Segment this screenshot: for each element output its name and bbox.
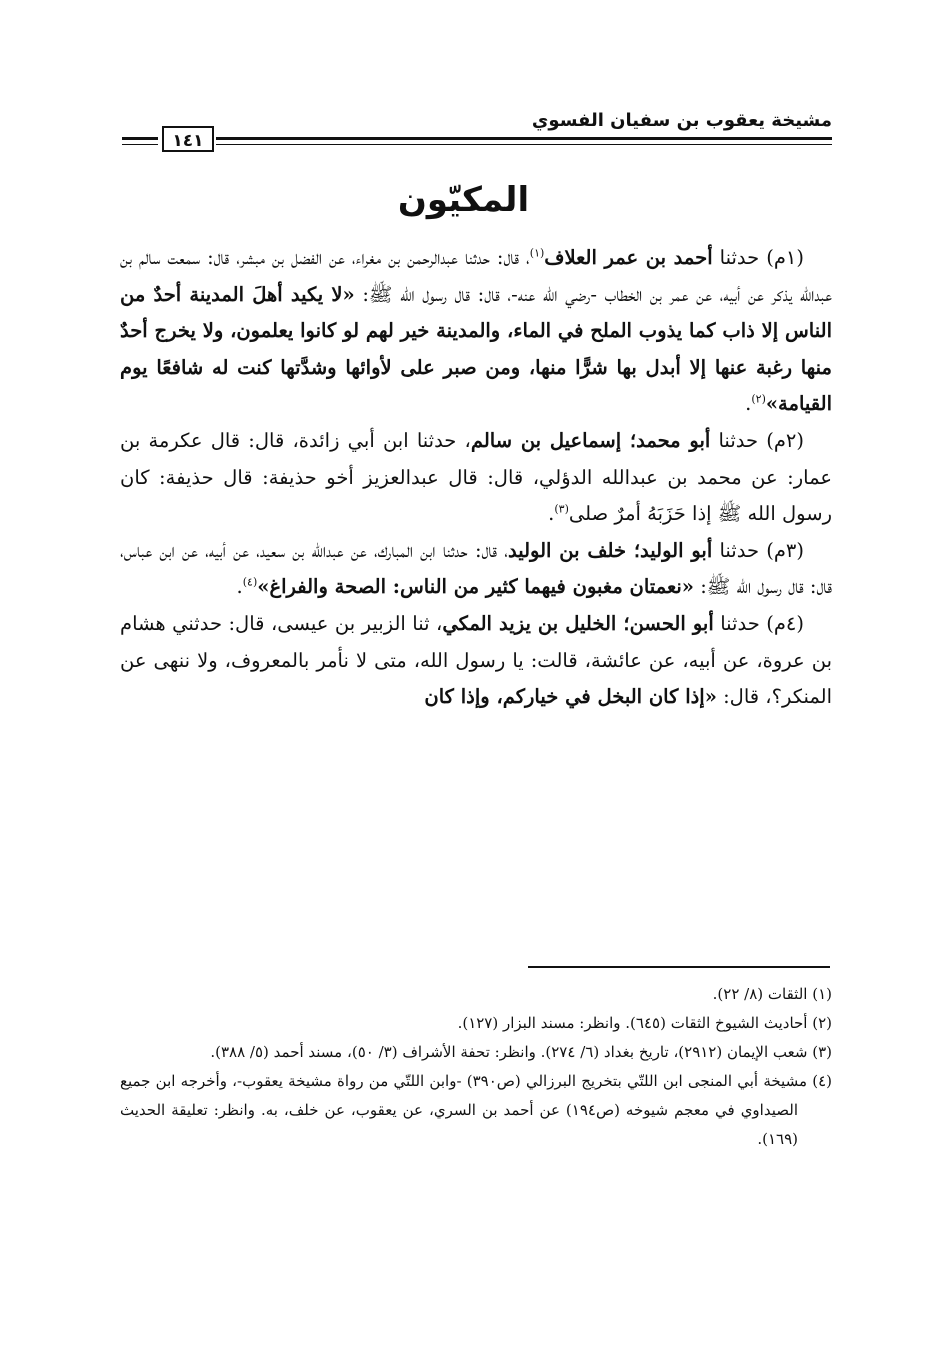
footnote-marker: (٤) xyxy=(242,575,258,589)
text-run: . xyxy=(236,575,243,599)
footnote-4: (٤) مشيخة أبي المنجى ابن اللتّي بتخريج البرزالي (ص٣٩٠) -وابن اللتّي من رواة مشيخة يعقوب-، وأخرجه ابن جميع الصيداوي في معجم شيوخه (ص١٩٤) عن أحمد بن السري، عن يعقوب، عن خلف، به. وانظر: تعليقة الحديث (١٦٩). xyxy=(120,1072,832,1148)
narrator-name: أبو الحسن؛ الخليل بن يزيد المكي xyxy=(442,611,714,635)
footnote-1: (١) الثقات (٨/ ٢٢). xyxy=(712,985,832,1003)
hadith-paragraph-4 xyxy=(120,606,832,716)
footnotes xyxy=(120,980,832,1154)
footnote-marker: (١) xyxy=(529,246,545,260)
hadith-quote: «لا يكيد أهلَ المدينة أحدٌ من الناس إلا ذاب كما يذوب الملح في الماء، والمدينة خير لهم لو كانوا يعلمون، ولا يخرج أحدٌ منها رغبة عنها إلا أبدل بها شرًّا منها، ومن صبر على لأوائها وشدَّتها كنت له شافعًا يوم القيامة» xyxy=(120,282,832,416)
hadith-quote: «إذا كان البخل في خياركم، وإذا كان xyxy=(424,685,717,709)
text-run: ، قال: حدثنا ابن المبارك، عن عبدالله بن سعيد، عن أبيه، عن ابن عباس، قال: قال رسول الله ﷺ: xyxy=(120,538,832,599)
text-run: ، حدثنا ابن أبي زائدة، قال: قال عكرمة بن عمار: عن محمد بن عبدالله الدؤلي، قال: قال عبدالعزيز أخو حذيفة: قال حذيفة: كان رسول الله ﷺ إذا حَزَبَهُ أمرٌ صلى xyxy=(120,428,832,526)
text-run: (٢م) حدثنا xyxy=(710,428,804,452)
running-header xyxy=(122,108,832,156)
hadith-paragraph-3 xyxy=(120,533,832,606)
text-run: . xyxy=(548,502,555,526)
hadith-quote: «نعمتان مغبون فيهما كثير من الناس: الصحة والفراغ» xyxy=(257,575,694,599)
header-rule-left-thick xyxy=(122,137,158,140)
hadith-paragraph-2 xyxy=(120,423,832,533)
narrator-name: أبو محمد؛ إسماعيل بن سالم xyxy=(470,428,711,452)
text-run: (١م) حدثنا xyxy=(712,246,805,269)
chapter-title: المكيّون xyxy=(397,180,530,220)
text-run: (٣م) حدثنا xyxy=(712,538,804,562)
footnote-3: (٣) شعب الإيمان (٢٩١٢)، تاريخ بغداد (٦/ ٢٧٤). وانظر: تحفة الأشراف (٣/ ٥٠)، مسند أحمد (٥/ ٣٨٨). xyxy=(210,1043,832,1061)
text-run: . xyxy=(745,392,752,416)
text-run: (٤م) حدثنا xyxy=(713,611,805,635)
running-header-title: مشيخة يعقوب بن سفيان الفسوي xyxy=(531,110,832,131)
narrator-name: أبو الوليد؛ خلف بن الوليد xyxy=(507,538,713,562)
hadith-paragraph-1 xyxy=(120,240,832,423)
text-run: ، ثنا الزبير بن عيسى، قال: حدثني هشام بن عروة، عن أبيه، عن عائشة، قالت: يا رسول الله، متى لا نأمر بالمعروف، ولا ننهى عن المنكر؟، قال: xyxy=(120,611,832,709)
footnote-marker: (٢) xyxy=(751,392,766,406)
main-text xyxy=(120,240,832,716)
header-rule-left-thin xyxy=(122,144,158,145)
footnote-separator xyxy=(528,966,830,968)
narrator-name: أحمد بن عمر العلاف xyxy=(544,246,713,269)
page-number: ١٤١ xyxy=(162,126,214,152)
header-rule-right-thick xyxy=(216,137,832,140)
text-run: ، قال: حدثنا عبدالرحمن بن مغراء، عن الفضل بن مبشر، قال: سمعت سالم بن عبدالله يذكر عن أبيه، عن عمر بن الخطاب -رضي الله عنه-، قال: قال رسول الله ﷺ: xyxy=(120,246,832,306)
footnote-2: (٢) أحاديث الشيوخ الثقات (٦٤٥). وانظر: مسند البزار (١٢٧). xyxy=(457,1014,832,1032)
footnote-marker: (٣) xyxy=(554,502,569,516)
header-rule-right-thin xyxy=(216,144,832,145)
